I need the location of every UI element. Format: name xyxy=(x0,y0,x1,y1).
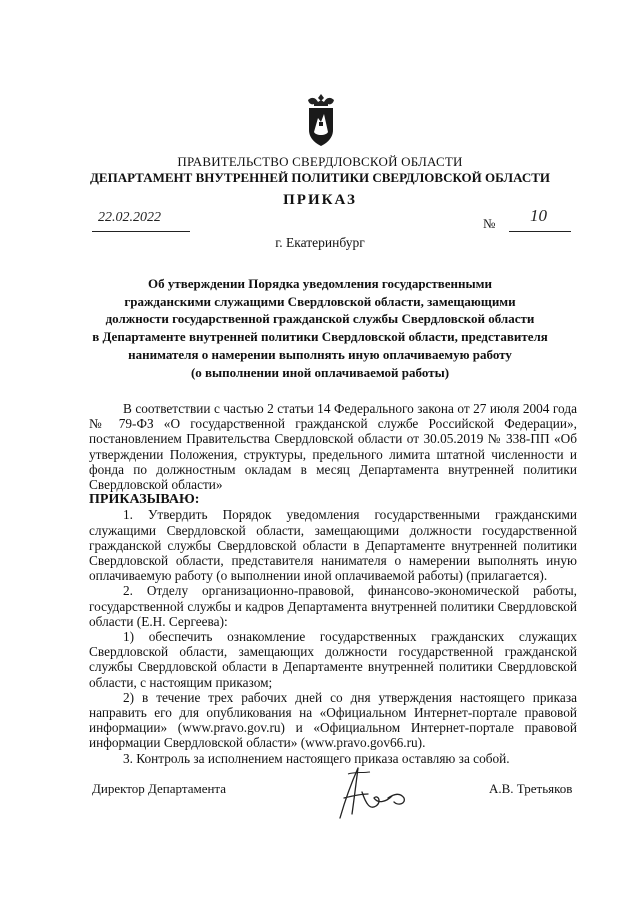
preamble: В соответствии с частью 2 статьи 14 Федерального закона от 27 июля 2004 года № 79-ФЗ «О государственной гражданской службе Российской Федерации», постановлением Правительства Свердловской области от 30.05.2019 № 338-ПП «Об утверждении Положения, структуры, предельного лимита штатной численности и фонда по должностным окладам в месяц Департамента внутренней политики Свердловской области» xyxy=(89,401,577,493)
document-type: ПРИКАЗ xyxy=(283,192,357,208)
government-name: ПРАВИТЕЛЬСТВО СВЕРДЛОВСКОЙ ОБЛАСТИ xyxy=(177,154,463,169)
signer-position: Директор Департамента xyxy=(92,781,227,796)
item-2: 2. Отделу организационно-правовой, финансово-экономической работы, государственной службы и кадров Департамента внутренней политики Свердловской области (Е.Н. Сергеева): xyxy=(89,583,577,629)
number-label: № xyxy=(483,216,496,231)
order-subject xyxy=(0,275,640,381)
item-1: 1. Утвердить Порядок уведомления государственными гражданскими служащими Свердловской области, замещающими должности государственной гражданской службы Свердловской области в Департаменте внутренней политики Свердловской области, представителя нанимателя о намерении выполнять иную оплачиваемую работу (о выполнении иной оплачиваемой работы) (прилагается). xyxy=(89,507,577,584)
subject-line: (о выполнении иной оплачиваемой работы) xyxy=(190,364,450,380)
order-number: 10 xyxy=(530,206,547,225)
item-2-1: 1) обеспечить ознакомление государственных гражданских служащих Свердловской области, замещающих должности государственной гражданской службы Свердловской области в Департаменте внутренней политики Свердловской области, с настоящим приказом; xyxy=(89,629,577,690)
subject-line: в Департаменте внутренней политики Свердловской области, представителя xyxy=(92,329,548,345)
item-2-2: 2) в течение трех рабочих дней со дня утверждения настоящего приказа направить его для опубликования на «Официальном Интернет-портале правовой информации» (www.pravo.gov.ru) и «Официальном Интернет-портале правовой информации Свердловской области» (www.pravo.gov66.ru). xyxy=(89,689,577,751)
handwritten-signature xyxy=(318,764,428,822)
item-3: 3. Контроль за исполнением настоящего приказа оставляю за собой. xyxy=(123,750,510,766)
subject-line: должности государственной гражданской службы Свердловской области xyxy=(105,311,535,327)
order-body xyxy=(89,401,577,766)
department-name: ДЕПАРТАМЕНТ ВНУТРЕННЕЙ ПОЛИТИКИ СВЕРДЛОВСКОЙ ОБЛАСТИ xyxy=(89,170,551,185)
order-word: ПРИКАЗЫВАЮ: xyxy=(89,492,200,508)
order-date: 22.02.2022 xyxy=(98,210,161,225)
coat-of-arms-icon xyxy=(300,92,342,148)
city: г. Екатеринбург xyxy=(275,235,365,250)
subject-line: нанимателя о намерении выполнять иную оплачиваемую работу xyxy=(128,346,512,362)
subject-line: Об утверждении Порядка уведомления государственными xyxy=(148,276,492,291)
subject-line: гражданскими служащими Свердловской области, замещающими xyxy=(124,293,516,309)
signer-name: А.В. Третьяков xyxy=(489,781,573,796)
